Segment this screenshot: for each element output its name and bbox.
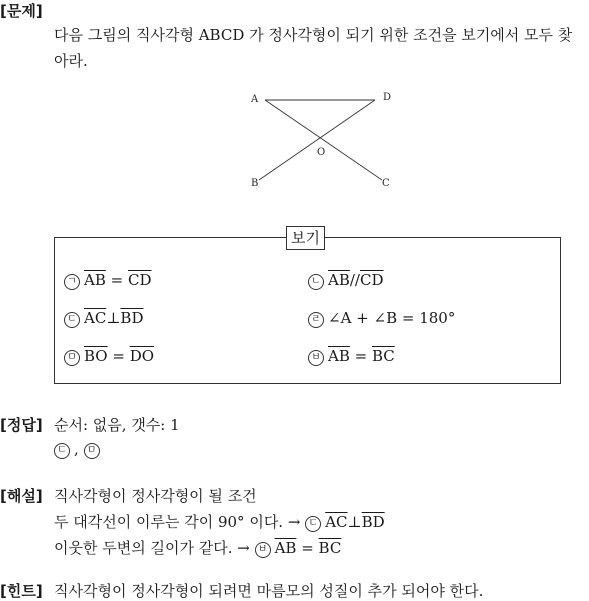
operator: ⊥ [347, 513, 362, 531]
bogi-title: 보기 [286, 226, 325, 250]
option-1 [64, 271, 151, 290]
answer-mark: ㄷ [54, 443, 70, 459]
answer-label: [정답] [0, 416, 43, 434]
option-5 [64, 347, 154, 366]
problem-text-line2: 아라. [54, 52, 88, 70]
option-mark: ㄱ [64, 274, 80, 290]
explanation-mark: ㅂ [255, 542, 271, 558]
segment: $\overline{BC}$ [371, 347, 395, 365]
segment: $\overline{CD}$ [359, 271, 384, 289]
segment: $\overline{BD}$ [361, 513, 385, 531]
operator: = [349, 347, 372, 365]
rectangle-diagram [245, 88, 405, 188]
answer-mark: ㅁ [84, 443, 100, 459]
label-a: A [251, 94, 259, 105]
segment: $\overline{DO}$ [129, 347, 155, 365]
option-3 [64, 309, 143, 328]
problem-label: [문제] [0, 2, 43, 20]
segment: $\overline{CD}$ [127, 271, 152, 289]
diagonal-bd [259, 100, 375, 180]
segment: $\overline{AB}$ [84, 271, 106, 289]
label-c: C [382, 178, 390, 188]
segment: $\overline{AB}$ [328, 271, 350, 289]
explanation-line3 [54, 537, 341, 558]
operator: = [107, 347, 130, 365]
segment: $\overline{AB}$ [274, 539, 297, 557]
label-b: B [251, 178, 259, 188]
option-6 [308, 347, 395, 366]
hint-text: 직사각형이 정사각형이 되려면 마름모의 성질이 추가 되어야 한다. [54, 582, 484, 600]
explanation-line2 [54, 511, 385, 532]
option-mark: ㅁ [64, 350, 80, 366]
explanation-text: 두 대각선이 이루는 각이 90° 이다. → [54, 513, 306, 531]
answer-line1: 순서: 없음, 갯수: 1 [54, 416, 180, 434]
label-d: D [383, 92, 392, 103]
segment: $\overline{BO}$ [84, 347, 108, 365]
option-mark: ㄹ [308, 312, 324, 328]
explanation-line1: 직사각형이 정사각형이 될 조건 [54, 487, 257, 505]
angle-expression: ∠A + ∠B = 180° [328, 309, 456, 327]
option-mark: ㄷ [64, 312, 80, 328]
option-2 [308, 271, 383, 290]
problem-text-line1: 다음 그림의 직사각형 ABCD 가 정사각형이 되기 위한 조건을 보기에서 모두 찾 [54, 26, 573, 44]
option-mark: ㄴ [308, 274, 324, 290]
operator: // [349, 271, 360, 289]
label-o: O [317, 147, 326, 158]
diagonal-ac [265, 100, 382, 180]
operator: = [296, 539, 319, 557]
segment: $\overline{AC}$ [84, 309, 107, 327]
option-mark: ㅂ [308, 350, 324, 366]
option-4 [308, 309, 455, 328]
explanation-mark: ㄷ [305, 516, 321, 532]
explanation-text: 이웃한 두변의 길이가 같다. → [54, 539, 255, 557]
segment: $\overline{AB}$ [328, 347, 350, 365]
segment: $\overline{BD}$ [120, 309, 144, 327]
segment: $\overline{AC}$ [325, 513, 348, 531]
answer-marks [54, 440, 104, 459]
explanation-label: [해설] [0, 487, 43, 505]
segment: $\overline{BC}$ [318, 539, 342, 557]
operator: ⊥ [106, 309, 121, 327]
separator: , [74, 440, 84, 458]
operator: = [105, 271, 128, 289]
hint-label: [힌트] [0, 582, 43, 600]
